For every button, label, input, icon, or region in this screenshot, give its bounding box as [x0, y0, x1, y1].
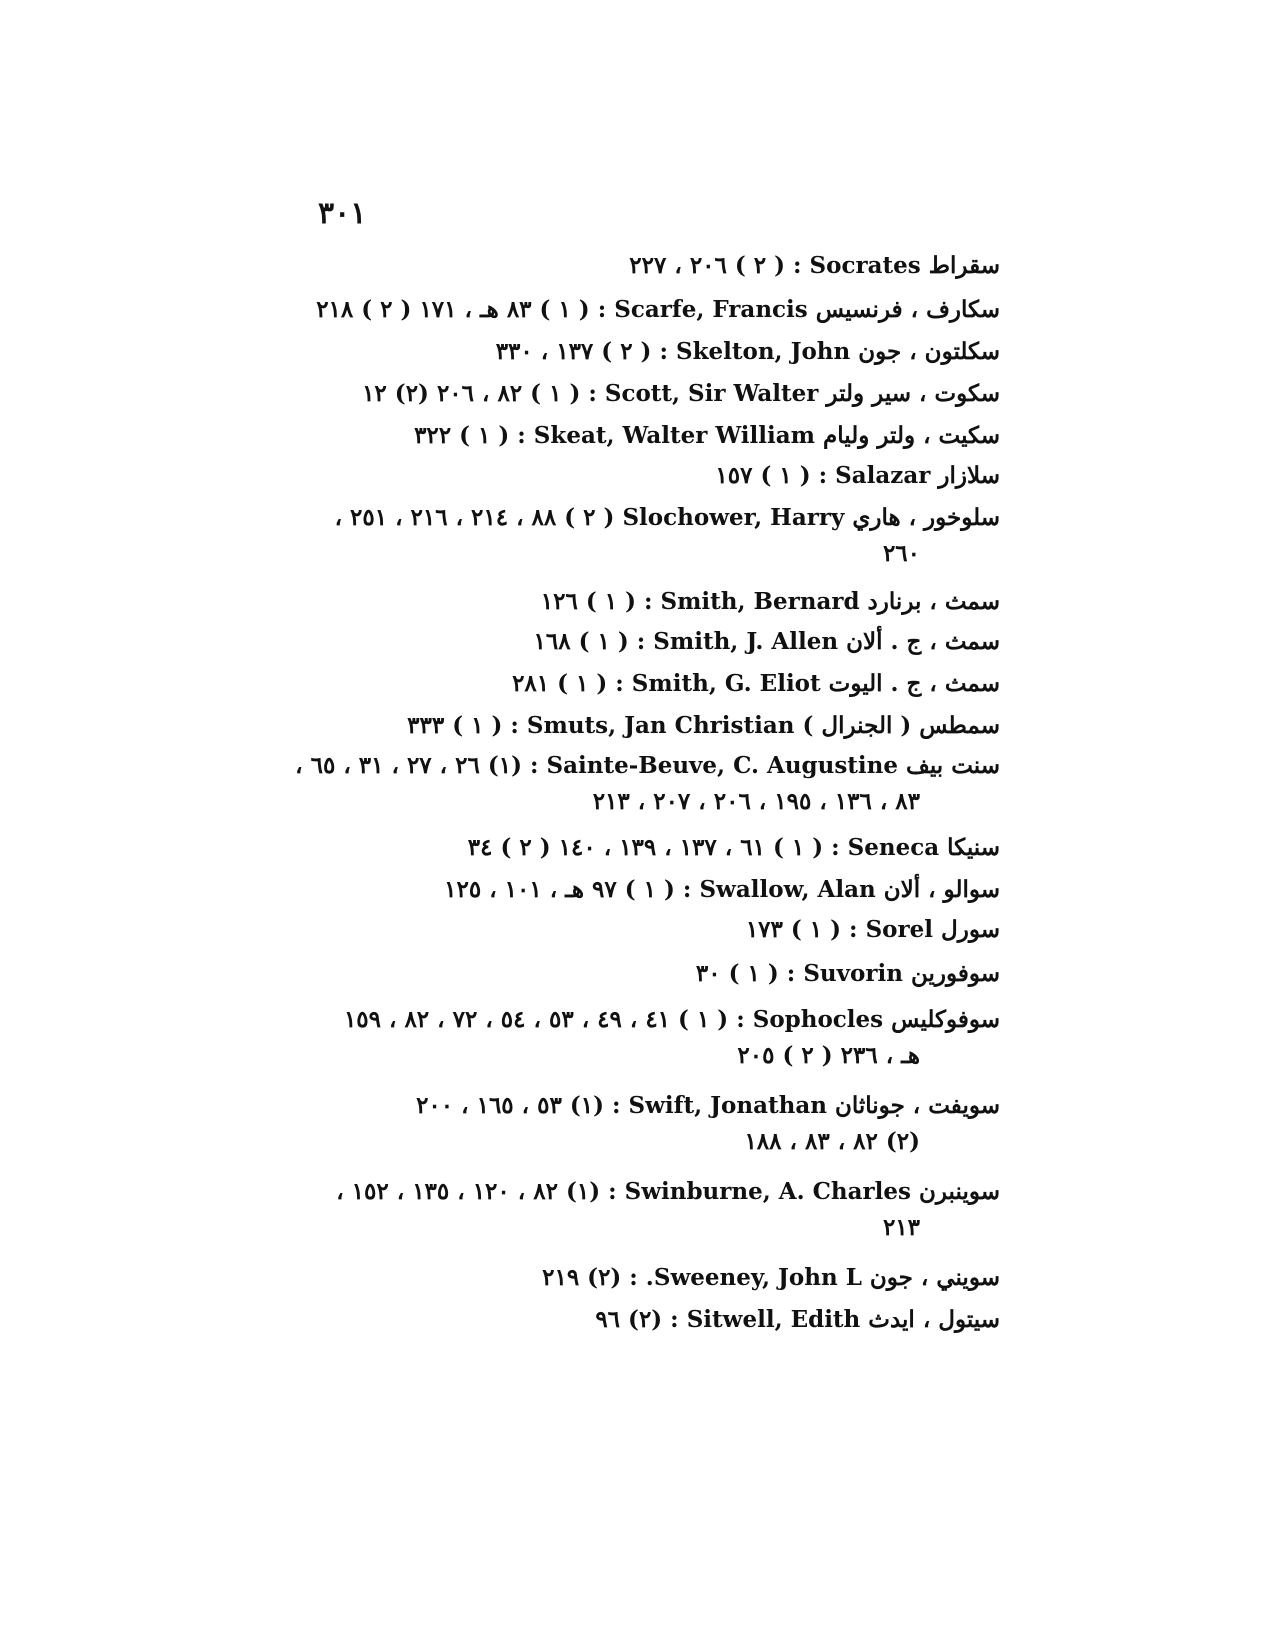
index-entry	[512, 666, 1000, 702]
entry-text: سكوت ، سير ولتر Scott, Sir Walter : ( ١ ) ٨٢ ، ٢٠٦ (٢) ١٢	[362, 380, 1000, 407]
entry-text: سكارف ، فرنسيس Scarfe, Francis : ( ١ ) ٨٣ هـ ، ١٧١ ( ٢ ) ٢١٨	[316, 296, 1000, 323]
entry-continuation: ٢٦٠	[882, 540, 920, 567]
entry-continuation: ٢١٣	[882, 1214, 920, 1241]
entry-text: سلوخور ، هاري Slochower, Harry ( ٢ ) ٨٨ ، ٢١٤ ، ٢١٦ ، ٢٥١ ،	[334, 504, 1000, 531]
entry-text: سوالو ، ألان Swallow, Alan : ( ١ ) ٩٧ هـ ، ١٠١ ، ١٢٥	[444, 876, 1000, 903]
entry-text: سمث ، ج . ألان Smith, J. Allen : ( ١ ) ١٦٨	[533, 628, 1000, 655]
index-entry	[468, 830, 1000, 866]
entry-text: سوينبرن Swinburne, A. Charles : (١) ٨٢ ، ١٢٠ ، ١٣٥ ، ١٥٢ ،	[336, 1178, 1000, 1205]
index-entry	[416, 1088, 1000, 1160]
entry-text: سكلتون ، جون Skelton, John : ( ٢ ) ١٣٧ ، ٣٣٠	[495, 338, 1000, 365]
entry-text: سويني ، جون Sweeney, John L. : (٢) ٢١٩	[542, 1264, 1000, 1291]
index-entry	[335, 500, 1000, 572]
entry-text: سنيكا Seneca : ( ١ ) ٦١ ، ١٣٧ ، ١٣٩ ، ١٤٠ ( ٢ ) ٣٤	[467, 834, 1000, 861]
index-entry	[336, 1174, 1000, 1246]
entry-text: سكيت ، ولتر وليام Skeat, Walter William : ( ١ ) ٣٢٢	[414, 422, 1000, 449]
entry-continuation: (٢) ٨٢ ، ٨٣ ، ١٨٨	[744, 1128, 920, 1155]
index-entry	[534, 624, 1000, 660]
index-entry	[362, 376, 1000, 412]
index-entry	[444, 872, 1000, 908]
entry-text: سقراط Socrates : ( ٢ ) ٢٠٦ ، ٢٢٧	[629, 252, 1000, 279]
entry-text: سوفوكليس Sophocles : ( ١ ) ٤١ ، ٤٩ ، ٥٣ ، ٥٤ ، ٧٢ ، ٨٢ ، ١٥٩	[343, 1006, 1000, 1033]
index-entry	[696, 956, 1000, 992]
entry-text: سورل Sorel : ( ١ ) ١٧٣	[745, 916, 1000, 943]
entry-text: سمث ، برنارد Smith, Bernard : ( ١ ) ١٢٦	[540, 588, 1000, 615]
index-entry	[496, 334, 1000, 370]
entry-text: سلازار Salazar : ( ١ ) ١٥٧	[715, 462, 1000, 489]
entry-text: سمطس ( الجنرال ) Smuts, Jan Christian : ( ١ ) ٣٣٣	[407, 712, 1000, 739]
page-number: ٣٠١	[318, 196, 367, 231]
index-entry	[542, 1260, 1000, 1296]
index-entry	[316, 292, 1000, 328]
entry-text: سمث ، ج . اليوت Smith, G. Eliot : ( ١ ) ٢٨١	[512, 670, 1000, 697]
index-entry	[344, 1002, 1000, 1074]
index-entry	[715, 458, 1000, 494]
entry-text: سوفورين Suvorin : ( ١ ) ٣٠	[695, 960, 1000, 987]
entry-text: سويفت ، جوناثان Swift, Jonathan : (١) ٥٣ ، ١٦٥ ، ٢٠٠	[416, 1092, 1000, 1119]
entry-continuation: هـ ، ٢٣٦ ( ٢ ) ٢٠٥	[737, 1042, 920, 1069]
entry-text: سنت بيف Sainte-Beuve, C. Augustine : (١) ٢٦ ، ٢٧ ، ٣١ ، ٦٥ ،	[295, 752, 1000, 779]
index-entry	[746, 912, 1000, 948]
index-entry	[295, 748, 1000, 820]
entry-text: سيتول ، ايدث Sitwell, Edith : (٢) ٩٦	[595, 1306, 1000, 1333]
index-entry	[595, 1302, 1000, 1338]
index-entry	[407, 708, 1000, 744]
index-entry	[541, 584, 1000, 620]
index-entry	[414, 418, 1000, 454]
index-entry	[629, 248, 1000, 284]
entry-continuation: ٨٣ ، ١٣٦ ، ١٩٥ ، ٢٠٦ ، ٢٠٧ ، ٢١٣	[592, 788, 920, 815]
